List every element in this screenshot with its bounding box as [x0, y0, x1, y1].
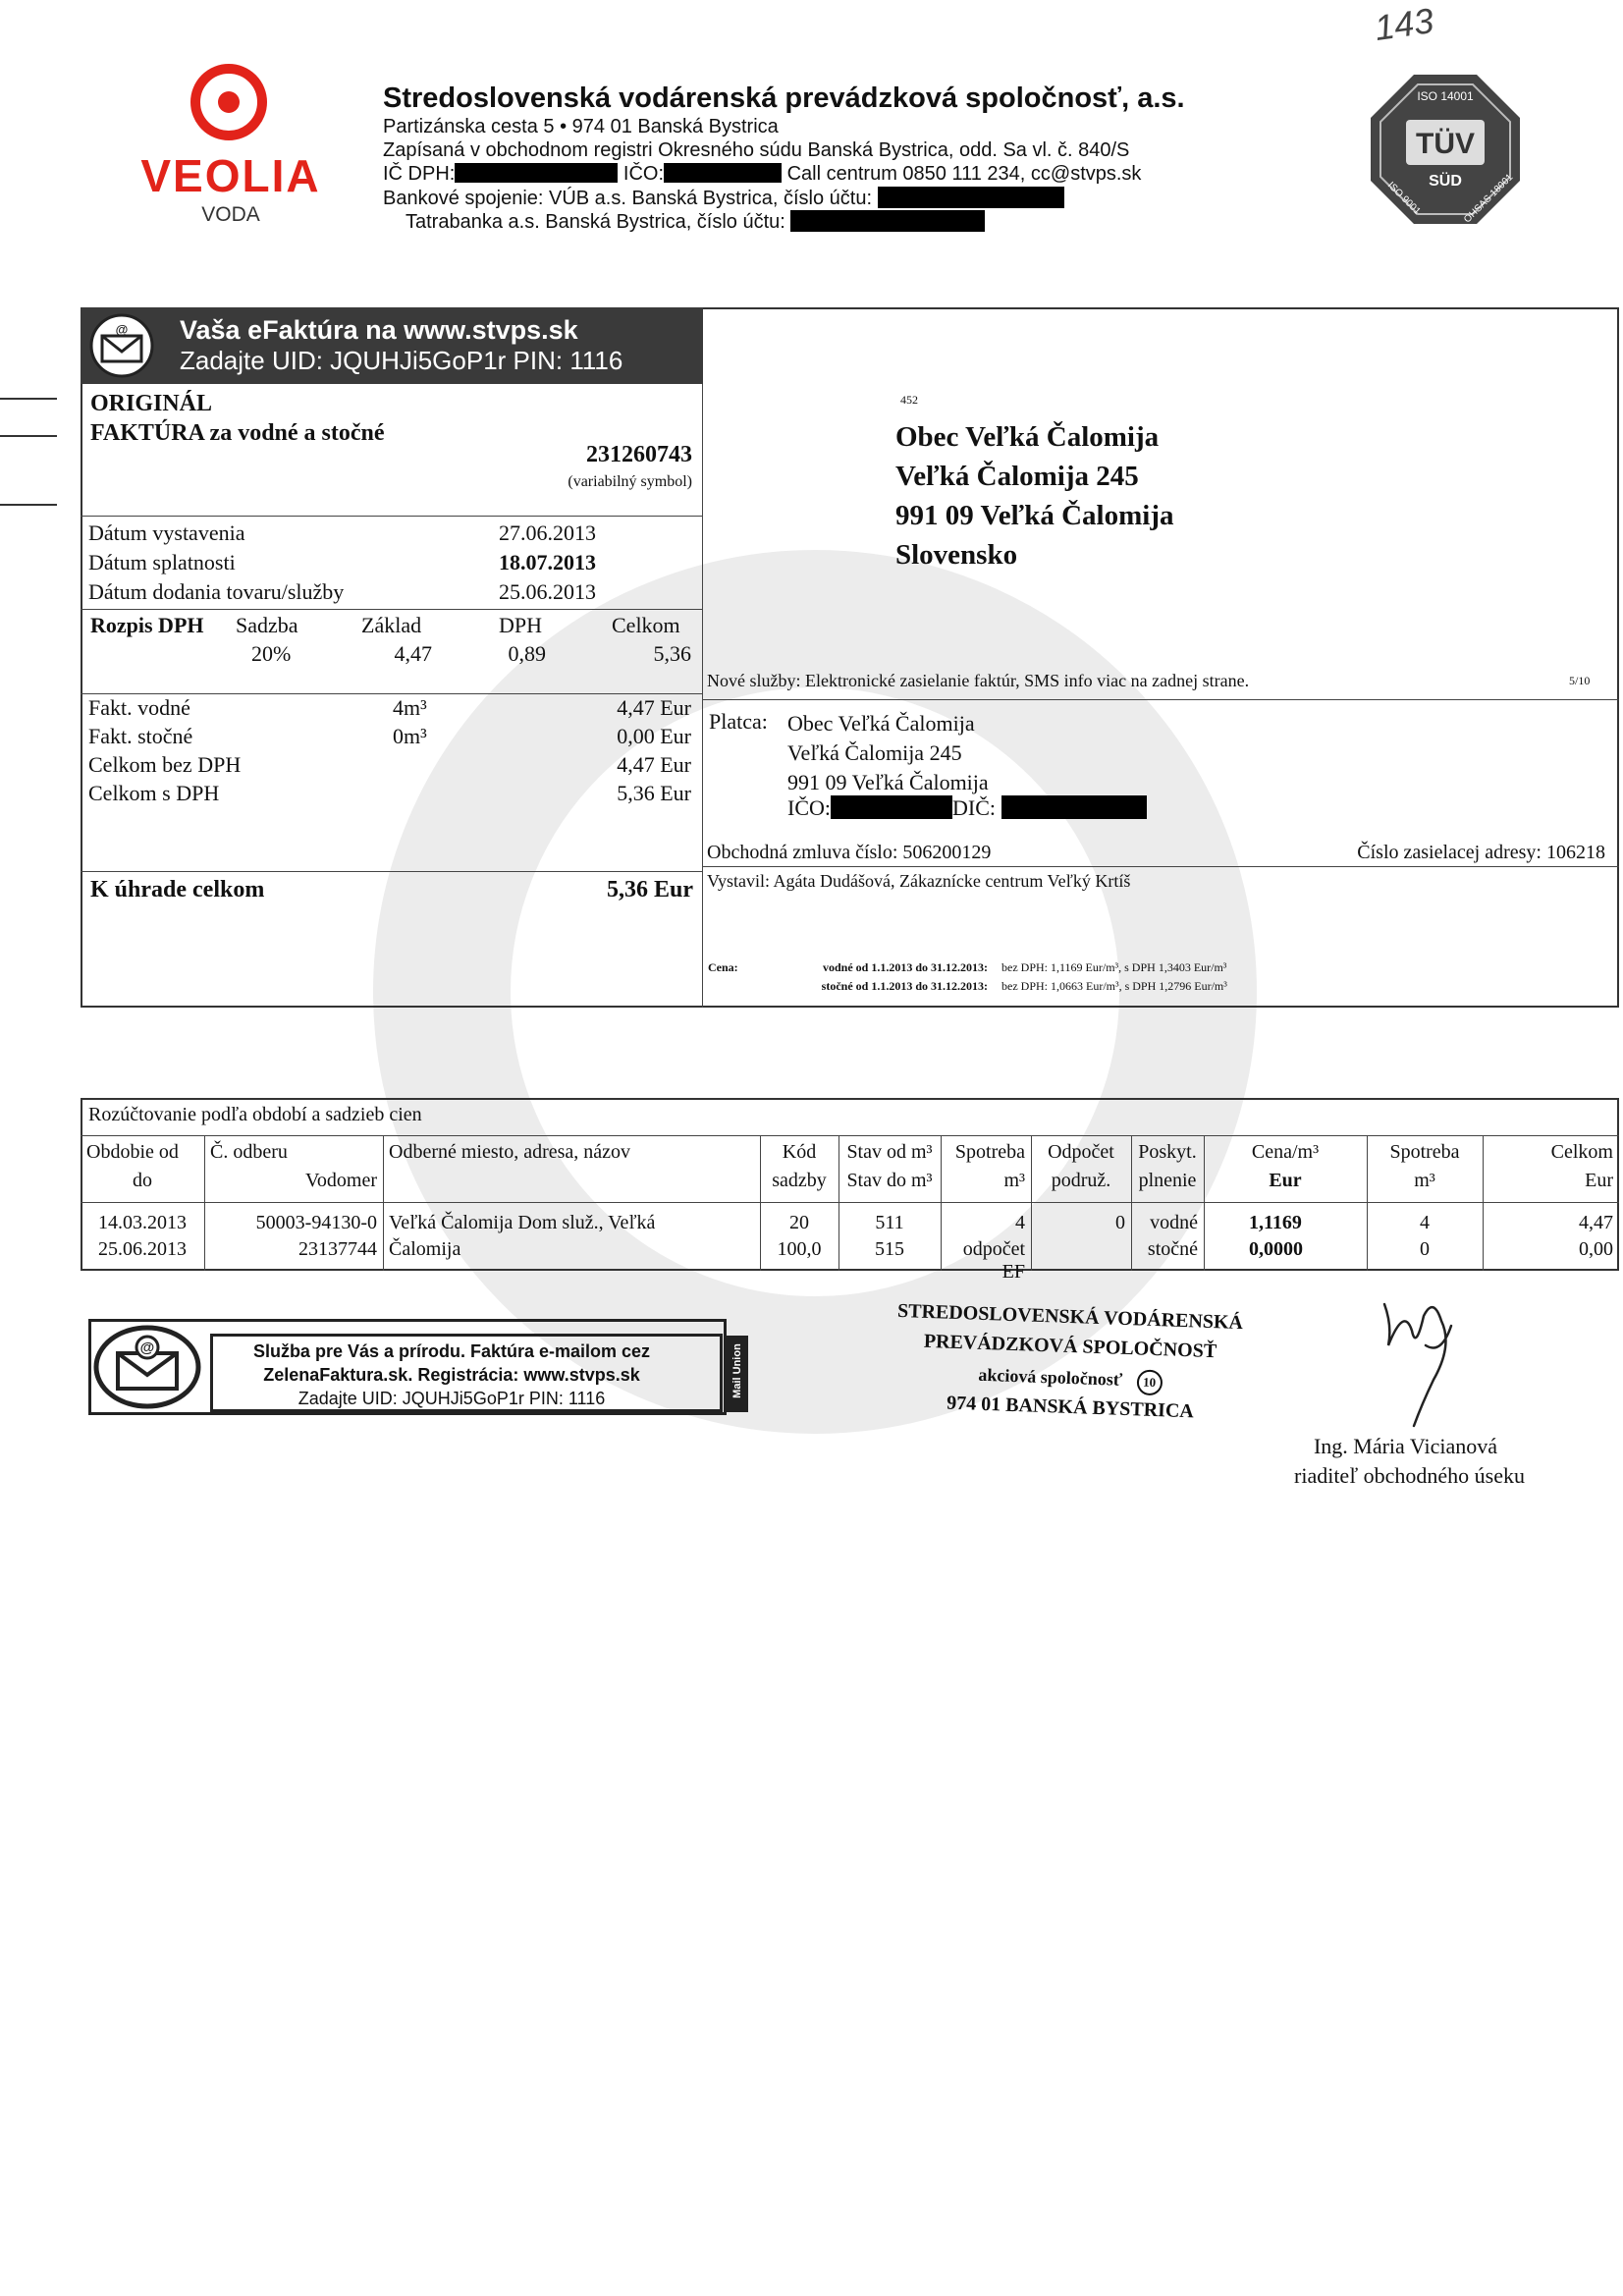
vat-amount: 0,89: [508, 641, 546, 666]
original-label: ORIGINÁL: [90, 391, 213, 416]
column-divider: [760, 1135, 761, 1271]
stamp-line-3: akciová spoločnosť 10: [854, 1359, 1287, 1399]
email-envelope-icon: [88, 312, 155, 379]
allocation-header: Stav do m³: [846, 1170, 933, 1191]
signatory-role: riaditeľ obchodného úseku: [1294, 1463, 1525, 1488]
allocation-cell: 100,0: [777, 1238, 822, 1260]
column-divider: [1131, 1135, 1132, 1271]
allocation-cell: 511: [875, 1212, 904, 1233]
redacted-ic-dph: [455, 163, 618, 183]
tuv-certificate-icon: [1367, 71, 1524, 228]
payer-label: Platca:: [709, 709, 768, 734]
allocation-cell: stočné: [1147, 1238, 1198, 1260]
date-row: [88, 579, 697, 609]
allocation-cell: 1,1169: [1249, 1212, 1302, 1233]
services-note: Nové služby: Elektronické zasielanie faktúr, SMS info viac na zadnej strane.: [707, 671, 1250, 690]
cert-top: ISO 14001: [1417, 89, 1474, 103]
date-row: [88, 520, 697, 550]
allocation-cell: 4: [1015, 1212, 1025, 1233]
allocation-cell: 0,00: [1579, 1238, 1613, 1260]
vat-header-vat: DPH: [499, 613, 543, 637]
efaktura-line-2: Zadajte UID: JQUHJi5GoP1r PIN: 1116: [180, 346, 623, 375]
line-amount: 5,36 Eur: [617, 781, 691, 805]
allocation-header: Kód: [782, 1141, 817, 1163]
payer-ids: IČO: DIČ:: [787, 795, 1147, 821]
mail-union-label: Mail Union: [731, 1343, 743, 1398]
line-label: Fakt. stočné: [88, 724, 193, 748]
invoice-number-note: (variabilný symbol): [568, 473, 692, 490]
vat-total: 5,36: [653, 641, 691, 666]
payer-line: 991 09 Veľká Čalomija: [787, 770, 989, 794]
allocation-header: Spotreba: [1389, 1141, 1460, 1163]
payer-line: Obec Veľká Čalomija: [787, 711, 975, 736]
stamp-line-1: STREDOSLOVENSKÁ VODÁRENSKÁ: [896, 1299, 1244, 1335]
line-label: Fakt. vodné: [88, 695, 190, 720]
recipient-line: Veľká Čalomija 245: [895, 461, 1139, 492]
line-quantity: 4m³: [393, 695, 427, 720]
column-divider: [941, 1135, 942, 1271]
allocation-cell: Čalomija: [389, 1238, 461, 1260]
allocation-title: Rozúčtovanie podľa období a sadzieb cien: [88, 1104, 422, 1125]
price-row1-value: bez DPH: 1,1169 Eur/m³, s DPH 1,3403 Eur/m³: [1001, 960, 1227, 974]
allocation-header: Stav od m³: [846, 1141, 933, 1163]
date-value: 18.07.2013: [499, 550, 596, 574]
invoice-main-box: [81, 307, 1619, 1008]
company-tax-line: [383, 163, 1141, 186]
allocation-header: podruž.: [1051, 1170, 1111, 1191]
recipient-address: [895, 417, 1173, 574]
redacted-payer-dic: [1001, 795, 1147, 819]
recipient-code: 452: [900, 393, 918, 407]
allocation-header: Obdobie od: [86, 1141, 179, 1163]
allocation-cell: 0: [1115, 1212, 1125, 1233]
line-amount: 4,47 Eur: [617, 695, 691, 720]
allocation-cell: odpočet EF: [962, 1238, 1025, 1283]
invoice-line: [88, 752, 697, 781]
allocation-header: Cena/m³: [1251, 1141, 1320, 1163]
allocation-cell: 515: [875, 1238, 904, 1260]
price-row1-label: vodné od 1.1.2013 do 31.12.2013:: [822, 960, 988, 974]
allocation-cell: Veľká Čalomija Dom služ., Veľká: [389, 1212, 656, 1233]
date-label: Dátum dodania tovaru/služby: [88, 579, 345, 604]
green-line-2: ZelenaFaktura.sk. Registrácia: www.stvps.sk: [263, 1365, 640, 1385]
redacted-payer-ico: [831, 795, 952, 819]
divider: [81, 693, 703, 694]
date-label: Dátum vystavenia: [88, 520, 245, 545]
allocation-cell: vodné: [1150, 1212, 1198, 1233]
ico-label: IČO:: [622, 163, 665, 185]
veolia-logo-subtitle: VODA: [201, 203, 260, 226]
allocation-header: sadzby: [772, 1170, 827, 1191]
line-quantity: 0m³: [393, 724, 427, 748]
column-divider: [1031, 1135, 1032, 1271]
allocation-header: Celkom: [1550, 1141, 1613, 1163]
allocation-cell: 4,47: [1579, 1212, 1613, 1233]
allocation-header: plnenie: [1138, 1170, 1197, 1191]
allocation-header: Poskyt.: [1138, 1141, 1197, 1163]
cert-sub: SÜD: [1429, 173, 1462, 190]
stamp-line-4: 974 01 BANSKÁ BYSTRICA: [946, 1392, 1195, 1423]
vat-header-total: Celkom: [612, 613, 680, 637]
allocation-cell: 0,0000: [1249, 1238, 1303, 1260]
vat-rate: 20%: [251, 641, 292, 666]
allocation-header: Odpočet: [1048, 1141, 1114, 1163]
call-centre: Call centrum 0850 111 234, cc@stvps.sk: [786, 163, 1142, 185]
total-label: K úhrade celkom: [90, 877, 265, 902]
signatory-name: Ing. Mária Vicianová: [1313, 1434, 1497, 1458]
allocation-cell: 23137744: [298, 1238, 377, 1260]
column-divider: [204, 1135, 205, 1271]
stamp-line-2: PREVÁDZKOVÁ SPOLOČNOSŤ: [923, 1330, 1217, 1363]
invoice-title: FAKTÚRA za vodné a stočné: [90, 420, 385, 446]
company-registry: Zapísaná v obchodnom registri Okresného súdu Banská Bystrica, odd. Sa vl. č. 840/S: [383, 139, 1130, 161]
svg-text:@: @: [115, 322, 129, 337]
page-reference: 5/10: [1569, 674, 1591, 687]
invoice-lines: [88, 695, 697, 809]
handwritten-page-number: 143: [1372, 0, 1436, 48]
green-line-1: Služba pre Vás a prírodu. Faktúra e-mailom cez: [252, 1341, 651, 1361]
green-line-3: Zadajte UID: JQUHJi5GoP1r PIN: 1116: [298, 1389, 606, 1408]
divider: [81, 1202, 1619, 1203]
price-label: Cena:: [708, 960, 738, 974]
redacted-account-1: [878, 187, 1064, 208]
price-row2-label: stočné od 1.1.2013 do 31.12.2013:: [821, 979, 988, 993]
email-envelope-icon: [92, 1324, 202, 1410]
allocation-cell: 50003-94130-0: [255, 1212, 377, 1233]
allocation-header: Eur: [1269, 1170, 1302, 1191]
allocation-header: m³: [1003, 1170, 1025, 1191]
allocation-cell: 20: [789, 1212, 809, 1233]
invoice-number: 231260743: [586, 442, 692, 467]
company-name: Stredoslovenská vodárenská prevádzková spoločnosť, a.s.: [383, 82, 1185, 114]
allocation-cell: 25.06.2013: [98, 1238, 187, 1260]
divider: [81, 871, 703, 872]
dates-block: [88, 520, 697, 609]
date-value: 27.06.2013: [499, 520, 596, 545]
allocation-header: Č. odberu: [210, 1141, 288, 1163]
signature: [1365, 1286, 1473, 1434]
invoice-line: [88, 695, 697, 724]
column-divider: [1483, 1135, 1484, 1271]
price-row2-value: bez DPH: 1,0663 Eur/m³, s DPH 1,2796 Eur/m³: [1001, 979, 1227, 993]
margin-mark: [0, 398, 57, 400]
svg-text:@: @: [139, 1339, 155, 1356]
address-number: Číslo zasielacej adresy: 106218: [1357, 842, 1605, 863]
ic-dph-label: IČ DPH:: [383, 163, 456, 185]
divider: [81, 516, 703, 517]
divider: [81, 609, 703, 610]
veolia-logo-icon: [189, 63, 268, 141]
line-amount: 4,47 Eur: [617, 752, 691, 777]
allocation-header: Vodomer: [305, 1170, 377, 1191]
allocation-header: m³: [1414, 1170, 1435, 1191]
veolia-logo-text: VEOLIA: [140, 150, 321, 201]
column-divider: [1204, 1135, 1205, 1271]
date-value: 25.06.2013: [499, 579, 596, 604]
allocation-cell: 14.03.2013: [98, 1212, 187, 1233]
column-divider: [383, 1135, 384, 1271]
company-address: Partizánska cesta 5 • 974 01 Banská Bystrica: [383, 116, 779, 137]
line-amount: 0,00 Eur: [617, 724, 691, 748]
vat-label: Rozpis DPH: [90, 613, 204, 637]
cert-brand: TÜV: [1416, 128, 1475, 160]
line-label: Celkom bez DPH: [88, 752, 242, 777]
total-value: 5,36 Eur: [606, 877, 693, 902]
margin-mark: [0, 435, 57, 437]
column-divider: [702, 307, 703, 1008]
date-row: [88, 550, 697, 579]
bank-line-1: Bankové spojenie: VÚB a.s. Banská Bystrica, číslo účtu:: [383, 187, 1064, 210]
invoice-line: [88, 781, 697, 809]
invoice-line: [88, 724, 697, 752]
cert-right: OHSAS 18001: [1462, 172, 1516, 226]
allocation-header: Spotreba: [954, 1141, 1025, 1163]
issuer: Vystavil: Agáta Dudášová, Zákaznícke centrum Veľký Krtíš: [707, 871, 1131, 891]
line-label: Celkom s DPH: [88, 781, 220, 805]
margin-mark: [0, 504, 57, 506]
allocation-header: Odberné miesto, adresa, názov: [389, 1141, 631, 1163]
divider: [702, 866, 1619, 867]
stamp-number: 10: [1136, 1369, 1163, 1395]
divider: [702, 699, 1619, 700]
date-label: Dátum splatnosti: [88, 550, 236, 574]
allocation-header: do: [133, 1170, 152, 1191]
column-divider: [1367, 1135, 1368, 1271]
contract-number: Obchodná zmluva číslo: 506200129: [707, 842, 992, 863]
recipient-line: 991 09 Veľká Čalomija: [895, 500, 1174, 531]
redacted-account-2: [790, 210, 985, 232]
vat-header-base: Základ: [361, 613, 422, 637]
payer-line: Veľká Čalomija 245: [787, 740, 962, 765]
payer-block: [787, 709, 989, 797]
bank-line-2: Tatrabanka a.s. Banská Bystrica, číslo účtu:: [406, 210, 985, 234]
vat-header-rate: Sadzba: [236, 613, 298, 637]
cert-left: ISO 9001: [1384, 180, 1423, 218]
redacted-ico: [664, 163, 782, 183]
divider: [81, 1135, 1619, 1136]
efaktura-line-1: Vaša eFaktúra na www.stvps.sk: [180, 315, 578, 345]
vat-base: 4,47: [394, 641, 432, 666]
recipient-line: Obec Veľká Čalomija: [895, 421, 1160, 453]
allocation-cell: 0: [1420, 1238, 1430, 1260]
allocation-header: Eur: [1585, 1170, 1613, 1191]
allocation-cell: 4: [1420, 1212, 1430, 1233]
recipient-line: Slovensko: [895, 539, 1018, 571]
